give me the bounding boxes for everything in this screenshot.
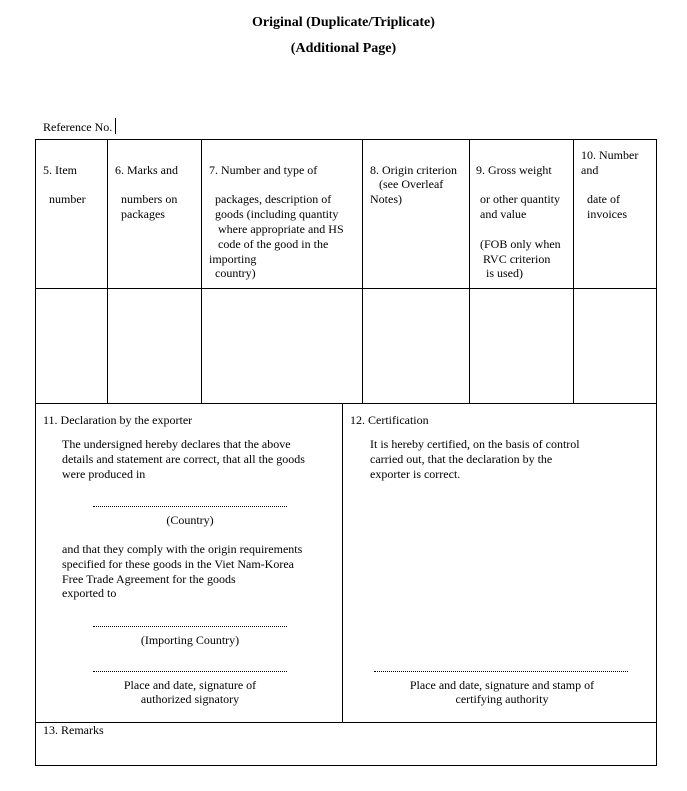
column-7-line: packages, description of (209, 192, 332, 206)
page-subtitle: (Additional Page) (290, 41, 397, 56)
signature-dotted-line (93, 671, 287, 672)
declaration-heading: 11. Declaration by the exporter (43, 413, 193, 427)
declaration-text-line: were produced in (62, 467, 146, 481)
column-8-line: 8. Origin criterion (370, 163, 457, 177)
column-divider (201, 140, 202, 403)
column-9-line: is used) (480, 266, 523, 280)
declaration-text-line: Free Trade Agreement for the goods (62, 572, 236, 586)
certificate-form (35, 139, 657, 766)
column-9-line: or other quantity (480, 192, 560, 206)
column-8-line: (see Overleaf (370, 177, 444, 191)
goods-row-divider (36, 403, 656, 404)
column-10-line: invoices (581, 207, 627, 221)
country-label: (Country) (166, 513, 214, 527)
column-divider (107, 140, 108, 403)
column-divider (362, 140, 363, 403)
certification-text-line: carried out, that the declaration by the (370, 452, 553, 466)
importing-country-dotted-line (93, 626, 287, 627)
declaration-text-line: and that they comply with the origin requirements (62, 542, 303, 556)
column-6-line: 6. Marks and (115, 163, 178, 177)
signature-caption: Place and date, signature of (123, 678, 257, 692)
column-7-line: importing (209, 252, 257, 266)
column-9-line: (FOB only when (480, 237, 561, 251)
column-5-line: 5. Item (43, 163, 77, 177)
declaration-text-line: specified for these goods in the Viet Nam-Korea (62, 557, 294, 571)
column-9-line: and value (480, 207, 527, 221)
declaration-text-line: The undersigned hereby declares that the above (62, 437, 291, 451)
reference-row (43, 118, 116, 135)
declaration-text-line: details and statement are correct, that all the goods (62, 452, 305, 466)
certifying-signature-dotted-line (374, 671, 628, 672)
certification-heading: 12. Certification (350, 413, 429, 427)
column-7-line: where appropriate and HS (209, 222, 344, 236)
column-7-line: goods (including quantity (209, 207, 339, 221)
text-cursor[interactable] (115, 118, 116, 134)
column-10-line: 10. Number (581, 148, 639, 162)
column-divider (469, 140, 470, 403)
reference-label: Reference No. (43, 120, 113, 134)
certifying-signature-caption: Place and date, signature and stamp of (409, 678, 595, 692)
country-dotted-line (93, 506, 287, 507)
column-7-line: country) (209, 266, 256, 280)
column-5-line: number (49, 192, 86, 206)
importing-country-label: (Importing Country) (140, 633, 240, 647)
page-title: Original (Duplicate/Triplicate) (252, 15, 435, 30)
remarks-divider (36, 722, 656, 723)
certification-text-line: exporter is correct. (370, 467, 461, 481)
column-10-line: date of (581, 192, 620, 206)
column-8-line: Notes) (370, 192, 402, 206)
column-9-line: 9. Gross weight (476, 163, 552, 177)
signature-caption: authorized signatory (140, 692, 240, 706)
declaration-text-line: exported to (62, 586, 117, 600)
certifying-signature-caption: certifying authority (455, 692, 549, 706)
column-6-line: numbers on (121, 192, 178, 206)
column-7-line: 7. Number and type of (209, 163, 318, 177)
column-7-line: code of the good in the (209, 237, 329, 251)
certification-text-line: It is hereby certified, on the basis of control (370, 437, 580, 451)
column-10-line: and (581, 163, 599, 177)
section-divider (342, 403, 343, 722)
column-divider (573, 140, 574, 403)
column-6-line: packages (121, 207, 165, 221)
remarks-heading: 13. Remarks (43, 723, 104, 737)
header-row-divider (36, 288, 656, 289)
column-9-line: RVC criterion (480, 252, 551, 266)
